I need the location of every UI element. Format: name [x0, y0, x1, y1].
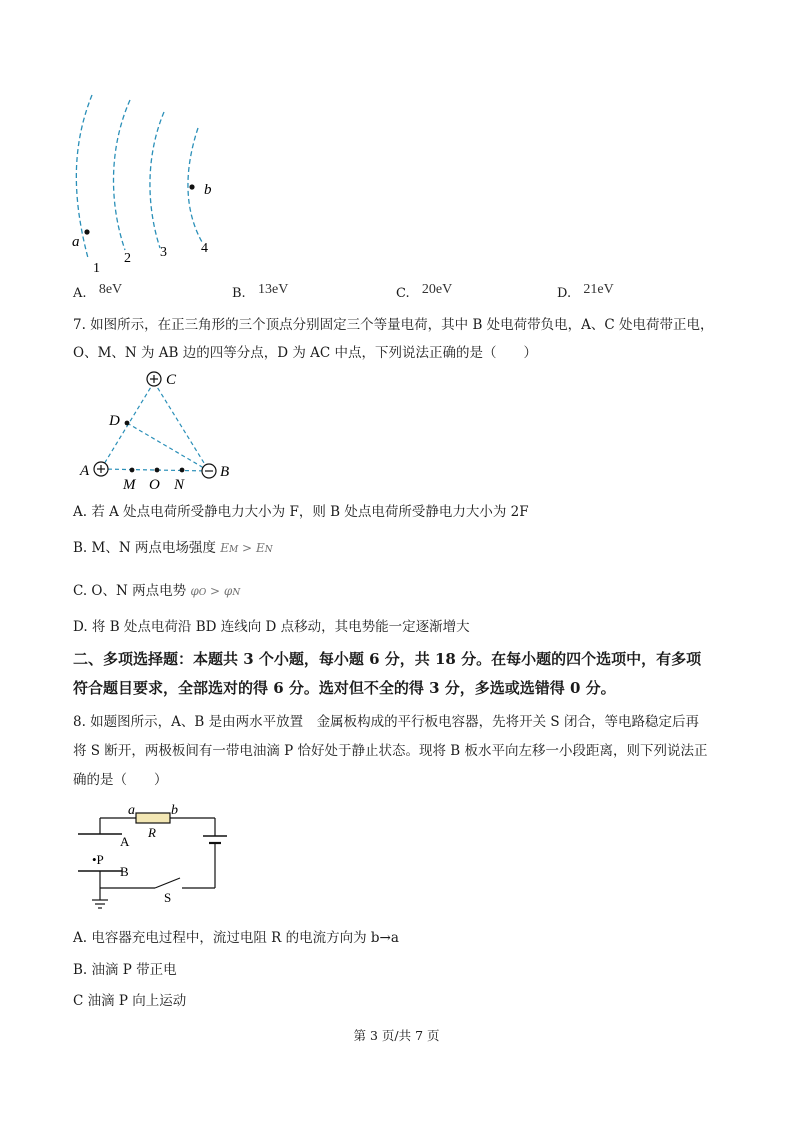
q7-option-d: D. 将 B 处点电荷沿 BD 连线向 D 点移动，其电势能一定逐渐增大	[73, 619, 470, 635]
label-plate-b: B	[120, 864, 129, 879]
q7-stem-line1: 7. 如图所示，在正三角形的三个顶点分别固定三个等量电荷，其中 B 处电荷带负电，A、C 处电荷带正电，	[73, 317, 714, 333]
point-o	[155, 468, 160, 473]
capacitor-circuit-figure	[70, 798, 240, 918]
q8-stem-line1: 8. 如题图所示，A、B 是由两水平放置 金属板构成的平行板电容器，先将开关 S 闭合，等电路稳定后再	[73, 714, 699, 730]
label-p: •P	[92, 852, 104, 867]
q8-option-c: C 油滴 P 向上运动	[73, 993, 187, 1009]
charge-b-negative	[202, 464, 216, 478]
charge-c-positive	[147, 372, 161, 386]
point-a	[84, 229, 89, 234]
label-d: D	[109, 413, 120, 429]
label-2: 2	[124, 251, 131, 266]
charge-a-positive	[94, 462, 108, 476]
point-n	[180, 468, 185, 473]
q6-option-a: A. 8eV	[73, 282, 123, 301]
q8-stem-line3: 确的是（ ）	[73, 772, 168, 788]
label-a: a	[72, 234, 80, 250]
q8-option-a: A. 电容器充电过程中，流过电阻 R 的电流方向为 b→a	[73, 930, 399, 946]
label-a: a	[128, 803, 135, 818]
section2-header-line2: 符合题目要求，全部选对的得 6 分。选对但不全的得 3 分，多选或选错得 0 分。	[73, 679, 616, 697]
side-cb	[154, 382, 209, 471]
label-m: M	[123, 477, 136, 493]
label-n: N	[174, 477, 185, 493]
point-m	[130, 468, 135, 473]
equipotential-line-4	[188, 128, 202, 242]
label-c: C	[166, 372, 177, 388]
equipotential-line-2	[114, 100, 130, 250]
page-footer: 第 3 页/共 7 页	[353, 1028, 440, 1043]
q6-option-a-value: 8eV	[98, 282, 123, 297]
label-b: b	[171, 803, 178, 818]
q6-option-c: C. 20eV	[396, 282, 453, 301]
q6-option-d-value: 21eV	[583, 282, 614, 297]
q7-option-a: A. 若 A 处点电荷所受静电力大小为 F，则 B 处点电荷所受静电力大小为 2F	[73, 504, 529, 520]
label-3: 3	[160, 245, 167, 260]
section2-header-line1: 二、多项选择题：本题共 3 个小题，每小题 6 分，共 18 分。在每小题的四个选项中，有多项	[73, 650, 702, 668]
q6-option-b: B. 13eV	[232, 282, 289, 301]
point-b	[189, 184, 194, 189]
label-4: 4	[201, 241, 208, 256]
q8-option-b: B. 油滴 P 带正电	[73, 962, 177, 978]
label-o: O	[149, 477, 160, 493]
segment-bd	[127, 423, 209, 471]
triangle-charges-figure	[75, 365, 245, 495]
label-s: S	[164, 890, 172, 905]
label-b: B	[220, 464, 230, 480]
label-r: R	[148, 825, 156, 840]
q7-option-c-formula: φO > φN	[190, 584, 241, 598]
label-a: A	[80, 463, 90, 479]
equipotential-line-3	[150, 112, 164, 248]
q7-option-b-formula: EM > EN	[220, 541, 273, 555]
equipotential-figure	[60, 90, 230, 280]
q6-option-d: D. 21eV	[557, 282, 614, 301]
q7-option-b: B. M、N 两点电场强度 EM > EN	[73, 540, 273, 556]
q7-option-c: C. O、N 两点电势 φO > φN	[73, 583, 241, 599]
q6-option-c-value: 20eV	[421, 282, 453, 297]
point-d	[125, 421, 130, 426]
label-plate-a: A	[120, 834, 130, 849]
resistor-r	[136, 813, 170, 823]
label-1: 1	[93, 261, 100, 276]
q7-stem-line2: O、M、N 为 AB 边的四等分点，D 为 AC 中点，下列说法正确的是（ ）	[73, 345, 538, 361]
switch-s	[155, 878, 180, 888]
q6-option-b-value: 13eV	[257, 282, 289, 297]
label-b: b	[204, 182, 212, 198]
q8-stem-line2: 将 S 断开，两极板间有一带电油滴 P 恰好处于静止状态。现将 B 板水平向左移一小段距离，则下列说法正	[73, 743, 708, 759]
